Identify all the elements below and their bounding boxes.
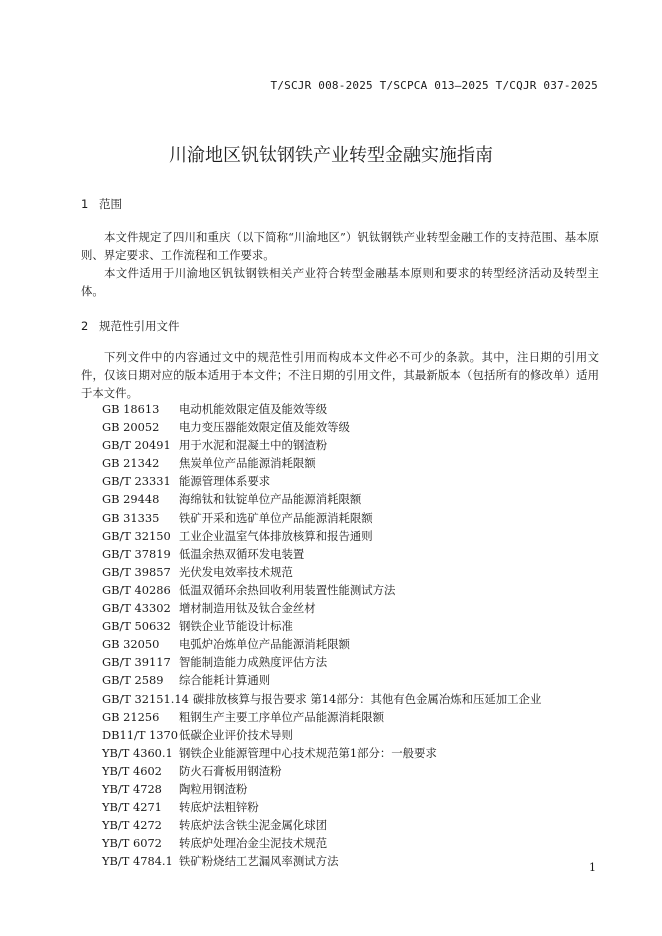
reference-title: 焦炭单位产品能源消耗限额 bbox=[179, 456, 316, 471]
reference-item bbox=[102, 852, 541, 870]
section-number: 2 bbox=[81, 319, 89, 333]
reference-code: YB/T 4272 bbox=[102, 818, 162, 833]
reference-title: 电弧炉冶炼单位产品能源消耗限额 bbox=[179, 637, 350, 652]
reference-code: YB/T 4271 bbox=[102, 800, 162, 815]
reference-item bbox=[102, 563, 541, 581]
reference-title: 工业企业温室气体排放核算和报告通则 bbox=[179, 528, 373, 543]
references-intro-paragraph: 下列文件中的内容通过文中的规范性引用而构成本文件必不可少的条款。其中，注日期的引用文件，仅该日期对应的版本适用于本文件；不注日期的引用文件，其最新版本（包括所有的修改单）适用于本文件。 bbox=[81, 350, 599, 400]
reference-title: 陶粒用钢渣粉 bbox=[179, 781, 248, 796]
reference-item bbox=[102, 635, 541, 653]
reference-item bbox=[102, 472, 541, 490]
reference-title: 防火石膏板用钢渣粉 bbox=[179, 763, 282, 778]
reference-code: YB/T 4360.1 bbox=[102, 745, 173, 760]
reference-item bbox=[102, 545, 541, 563]
reference-title: 用于水泥和混凝土中的钢渣粉 bbox=[179, 438, 328, 453]
reference-title: 低碳企业评价技术导则 bbox=[179, 727, 293, 742]
reference-title: 钢铁企业能源管理中心技术规范第1部分：一般要求 bbox=[179, 745, 437, 760]
reference-item bbox=[102, 400, 541, 418]
reference-item bbox=[102, 527, 541, 545]
page-number: 1 bbox=[589, 861, 596, 874]
reference-item bbox=[102, 726, 541, 744]
section-heading-text: 规范性引用文件 bbox=[99, 319, 180, 333]
reference-code: GB 21256 bbox=[102, 709, 160, 724]
reference-title: 钢铁企业节能设计标准 bbox=[179, 619, 293, 634]
reference-title: 转底炉法粗锌粉 bbox=[179, 800, 259, 815]
reference-title: 综合能耗计算通则 bbox=[179, 673, 271, 688]
reference-code: GB/T 32151.14 bbox=[102, 691, 189, 706]
reference-item bbox=[102, 454, 541, 472]
reference-title: 智能制造能力成熟度评估方法 bbox=[179, 655, 328, 670]
reference-title: 铁矿开采和选矿单位产品能源消耗限额 bbox=[179, 510, 373, 525]
reference-code: YB/T 6072 bbox=[102, 836, 162, 851]
reference-title: 增材制造用钛及钛合金丝材 bbox=[179, 601, 316, 616]
reference-code: GB 29448 bbox=[102, 492, 160, 507]
section-heading-references bbox=[81, 318, 180, 334]
reference-code: GB 18613 bbox=[102, 402, 160, 416]
reference-code: GB/T 37819 bbox=[102, 546, 171, 561]
reference-code: GB 20052 bbox=[102, 420, 160, 435]
reference-item bbox=[102, 617, 541, 635]
reference-title: 粗钢生产主要工序单位产品能源消耗限额 bbox=[179, 709, 385, 724]
reference-code: GB/T 40286 bbox=[102, 582, 171, 597]
reference-item bbox=[102, 490, 541, 508]
reference-code: GB/T 20491 bbox=[102, 438, 171, 453]
reference-code: GB/T 39117 bbox=[102, 655, 171, 670]
reference-item bbox=[102, 418, 541, 436]
reference-item bbox=[102, 834, 541, 852]
reference-item bbox=[102, 762, 541, 780]
section-heading-scope bbox=[81, 196, 122, 212]
reference-code: GB 31335 bbox=[102, 510, 160, 525]
reference-code: GB/T 43302 bbox=[102, 601, 171, 616]
document-title: 川渝地区钒钛钢铁产业转型金融实施指南 bbox=[169, 145, 493, 166]
reference-code: GB/T 23331 bbox=[102, 474, 171, 489]
reference-code: GB/T 32150 bbox=[102, 528, 171, 543]
section-heading-text: 范围 bbox=[99, 197, 122, 211]
reference-code: GB/T 50632 bbox=[102, 619, 171, 634]
reference-item bbox=[102, 581, 541, 599]
scope-paragraph-1: 本文件规定了四川和重庆（以下简称“川渝地区”）钒钛钢铁产业转型金融工作的支持范围、基本原则、界定要求、工作流程和工作要求。 bbox=[81, 230, 599, 262]
reference-item bbox=[102, 653, 541, 671]
reference-code: YB/T 4728 bbox=[102, 781, 162, 796]
reference-title: 转底炉法含铁尘泥金属化球团 bbox=[179, 818, 328, 833]
reference-code: DB11/T 1370 bbox=[102, 727, 179, 742]
reference-code: GB 32050 bbox=[102, 637, 160, 652]
reference-title: 铁矿粉烧结工艺漏风率测试方法 bbox=[179, 854, 339, 869]
reference-item bbox=[102, 780, 541, 798]
reference-list bbox=[102, 400, 541, 870]
reference-title: 海绵钛和钛锭单位产品能源消耗限额 bbox=[179, 492, 362, 507]
reference-title: 能源管理体系要求 bbox=[179, 474, 271, 489]
reference-item bbox=[102, 690, 541, 708]
reference-item bbox=[102, 509, 541, 527]
reference-item bbox=[102, 798, 541, 816]
reference-title: 低温余热双循环发电装置 bbox=[179, 546, 305, 561]
standard-codes: T/SCJR 008-2025 T/SCPCA 013—2025 T/CQJR 037-2025 bbox=[270, 79, 598, 92]
reference-title: 电力变压器能效限定值及能效等级 bbox=[179, 420, 350, 435]
reference-item bbox=[102, 816, 541, 834]
reference-code: GB 21342 bbox=[102, 456, 160, 471]
reference-title: 低温双循环余热回收利用装置性能测试方法 bbox=[179, 582, 396, 597]
reference-item bbox=[102, 599, 541, 617]
reference-code: YB/T 4784.1 bbox=[102, 854, 173, 869]
reference-item bbox=[102, 708, 541, 726]
section-number: 1 bbox=[81, 197, 89, 211]
reference-title: 电动机能效限定值及能效等级 bbox=[179, 402, 328, 416]
reference-code: GB/T 39857 bbox=[102, 564, 171, 579]
reference-code: YB/T 4602 bbox=[102, 763, 162, 778]
reference-item bbox=[102, 436, 541, 454]
reference-item bbox=[102, 671, 541, 689]
reference-title: 转底炉处理冶金尘泥技术规范 bbox=[179, 836, 328, 851]
reference-code: GB/T 2589 bbox=[102, 673, 164, 688]
reference-title: 碳排放核算与报告要求 第14部分：其他有色金属冶炼和压延加工企业 bbox=[192, 691, 542, 706]
scope-paragraph-2: 本文件适用于川渝地区钒钛钢铁相关产业符合转型金融基本原则和要求的转型经济活动及转型主体。 bbox=[81, 266, 599, 298]
reference-title: 光伏发电效率技术规范 bbox=[179, 564, 293, 579]
reference-item bbox=[102, 744, 541, 762]
